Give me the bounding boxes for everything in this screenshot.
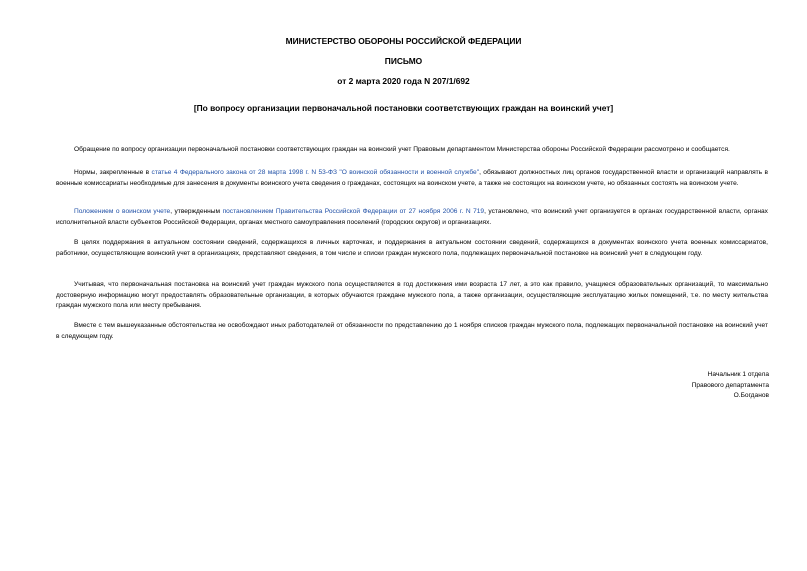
- paragraph-3-text-mid: , утвержденным: [170, 208, 223, 215]
- paragraph-2: [56, 168, 768, 189]
- paragraph-2-text-end: , обязывают должностных лиц органов государственной власти и организаций направлять в военные комиссариаты необходимые для занесения в документы воинского учета сведения о гражданах, состоящих на воинском учете, а также не состоящих на воинском учете, но обязанных состоять на воинском учете.: [56, 169, 768, 187]
- document-title: [По вопросу организации первоначальной постановки соответствующих граждан на воинский учет]: [193, 103, 614, 113]
- paragraph-4: В целях поддержания в актуальном состоянии сведений, содержащихся в личных карточках, и поддержания в актуальном состоянии сведений, содержащихся в документах воинского учета военных комиссариатов, работники, осуществляющие воинский учет в организациях, представляют сведения, в том числе и списки граждан мужского пола, подлежащих первоначальной постановке на воинский учет в следующем году.: [56, 239, 768, 257]
- signature-name: О.Богданов: [733, 392, 769, 400]
- document-date-number: от 2 марта 2020 года N 207/1/692: [337, 76, 470, 86]
- regulation-link[interactable]: Положением о воинском учете: [74, 208, 171, 215]
- paragraph-6: Вместе с тем вышеуказанные обстоятельства не освобождают иных работодателей от обязанности по представлению до 1 ноября списков граждан мужского пола, подлежащих первоначальной постановке на воинский учет в следующем году.: [56, 322, 768, 340]
- ministry-heading: МИНИСТЕРСТВО ОБОРОНЫ РОССИЙСКОЙ ФЕДЕРАЦИИ: [285, 36, 522, 46]
- paragraph-1: Обращение по вопросу организации первоначальной постановки соответствующих граждан на воинский учет Правовым департаментом Министерства обороны Российской Федерации рассмотрено и сообщается.: [74, 146, 730, 153]
- paragraph-5: Учитывая, что первоначальная постановка на воинский учет граждан мужского пола осуществляется в год достижения ими возраста 17 лет, а это как правило, учащиеся образовательных организаций, то максимально достоверную информацию могут предоставлять образовательные организации, в которых обучаются граждане мужского пола, а также организации, осуществляющие эксплуатацию жилых помещений, т.е. по месту жительства граждан мужского пола или месту пребывания.: [56, 281, 768, 310]
- paragraph-2-text-start: Нормы, закрепленные в: [74, 169, 152, 176]
- paragraph-3: [56, 207, 768, 228]
- law-article-link[interactable]: статье 4 Федерального закона от 28 марта 1998 г. N 53-ФЗ "О воинской обязанности и военной службе": [151, 169, 480, 176]
- signature-department: Правового департамента: [691, 381, 769, 389]
- document-type: ПИСЬМО: [384, 56, 423, 66]
- government-decree-link[interactable]: постановлением Правительства Российской Федерации от 27 ноября 2006 г. N 719: [222, 208, 485, 215]
- signature-block: [692, 370, 769, 402]
- signature-position: Начальник 1 отдела: [707, 371, 769, 378]
- paragraph-3-text-end: , установлено, что воинский учет организуется в органах государственной власти, органах исполнительной власти субъектов Российской Федерации, органах местного самоуправления поселений (городских округов) и организациях.: [56, 208, 768, 226]
